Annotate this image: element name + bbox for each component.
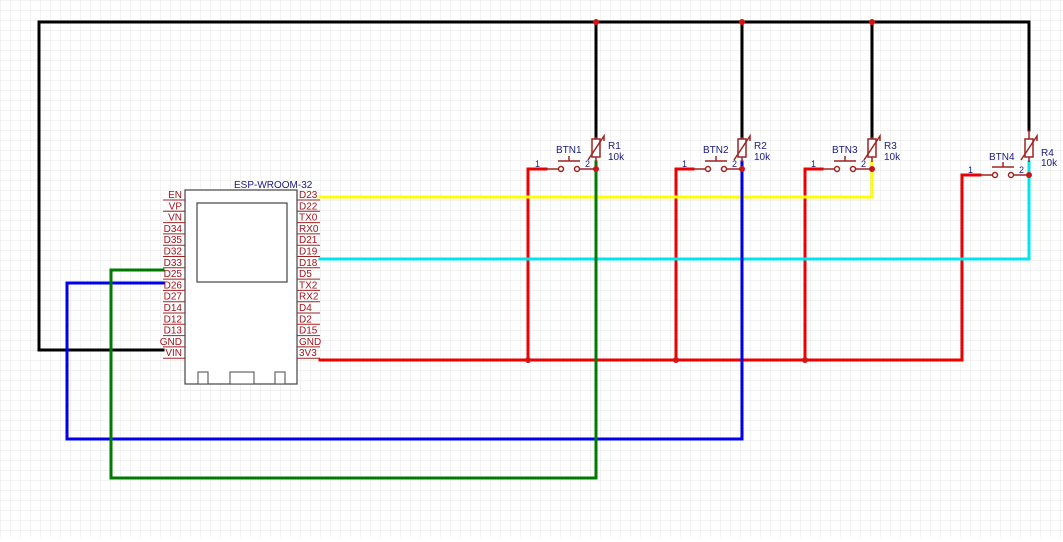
module-left-pin-label[interactable]: VIN xyxy=(165,348,182,360)
module-pad-center xyxy=(230,372,254,384)
module-right-pin-label[interactable]: TX2 xyxy=(299,280,318,292)
module-title: ESP-WROOM-32 xyxy=(234,180,313,191)
r2-ref: R2 xyxy=(754,141,767,152)
module-pad-right xyxy=(275,372,285,384)
btn4-pin1: 1 xyxy=(968,165,974,175)
btn2-pin1: 1 xyxy=(682,159,688,169)
junction-3v3-btn1 xyxy=(525,357,531,363)
module-shield xyxy=(197,203,287,282)
module-right-pin-label[interactable]: D19 xyxy=(299,246,318,258)
module-pad-left xyxy=(198,372,208,384)
module-left-pin-label[interactable]: D34 xyxy=(163,223,182,235)
module-right-pin-label[interactable]: TX0 xyxy=(299,212,318,224)
btn3-pin1: 1 xyxy=(811,159,817,169)
module-right-pin-label[interactable]: D2 xyxy=(299,314,312,326)
module-right-pin-label[interactable]: RX0 xyxy=(299,223,319,235)
module-right-pin-label[interactable]: D23 xyxy=(299,190,318,201)
junction-3v3-btn2 xyxy=(673,357,679,363)
module-left-pin-label[interactable]: D26 xyxy=(163,280,182,292)
r4-value: 10k xyxy=(1041,158,1058,169)
module-left-pin-label[interactable]: D13 xyxy=(163,325,182,337)
btn2-ref: BTN2 xyxy=(703,145,729,156)
junction-3v3-btn3 xyxy=(802,357,808,363)
btn1-pin2: 2 xyxy=(585,159,591,169)
module-left-pin-label[interactable]: D25 xyxy=(163,269,182,281)
module-right-pin-label[interactable]: GND xyxy=(299,336,322,348)
module-right-pin-label[interactable]: D5 xyxy=(299,269,312,281)
r4-ref: R4 xyxy=(1041,148,1054,159)
module-right-pin-label[interactable]: D21 xyxy=(299,235,318,247)
module-left-pin-label[interactable]: VN xyxy=(168,212,182,224)
module-left-pin-label[interactable]: D12 xyxy=(163,314,182,326)
btn3-ref: BTN3 xyxy=(832,145,858,156)
junction-gnd-r3 xyxy=(869,19,875,25)
module-right-pin-label[interactable]: RX2 xyxy=(299,291,319,303)
btn3-pin2: 2 xyxy=(861,159,867,169)
r3-ref: R3 xyxy=(884,141,897,152)
r3-value: 10k xyxy=(884,152,901,163)
junction-gnd-r1 xyxy=(593,19,599,25)
module-right-pin-label[interactable]: 3V3 xyxy=(299,348,317,360)
module-left-pin-label[interactable]: D33 xyxy=(163,257,182,269)
btn4-pin2: 2 xyxy=(1019,165,1025,175)
r2-value: 10k xyxy=(754,152,771,163)
r1-ref: R1 xyxy=(608,141,621,152)
r1-value: 10k xyxy=(608,152,625,163)
module-left-pin-label[interactable]: D32 xyxy=(163,246,182,258)
module-left-pin-label[interactable]: D14 xyxy=(163,303,182,314)
module-left-pin-label[interactable]: EN xyxy=(168,190,182,201)
module-right-pin-label[interactable]: D15 xyxy=(299,325,318,337)
module-right-pin-label[interactable]: D4 xyxy=(299,303,312,314)
btn2-pin2: 2 xyxy=(732,159,738,169)
module-left-pin-label[interactable]: VP xyxy=(168,201,182,213)
module-right-pin-label[interactable]: D22 xyxy=(299,201,318,213)
btn4-ref: BTN4 xyxy=(989,152,1015,163)
btn1-pin1: 1 xyxy=(535,159,541,169)
btn1-ref: BTN1 xyxy=(556,145,582,156)
module-left-pin-label[interactable]: D27 xyxy=(163,291,182,303)
module-left-pin-label[interactable]: GND xyxy=(159,336,182,348)
junction-gnd-r2 xyxy=(739,19,745,25)
module-left-pin-label[interactable]: D35 xyxy=(163,235,182,247)
module-right-pin-label[interactable]: D18 xyxy=(299,257,318,269)
